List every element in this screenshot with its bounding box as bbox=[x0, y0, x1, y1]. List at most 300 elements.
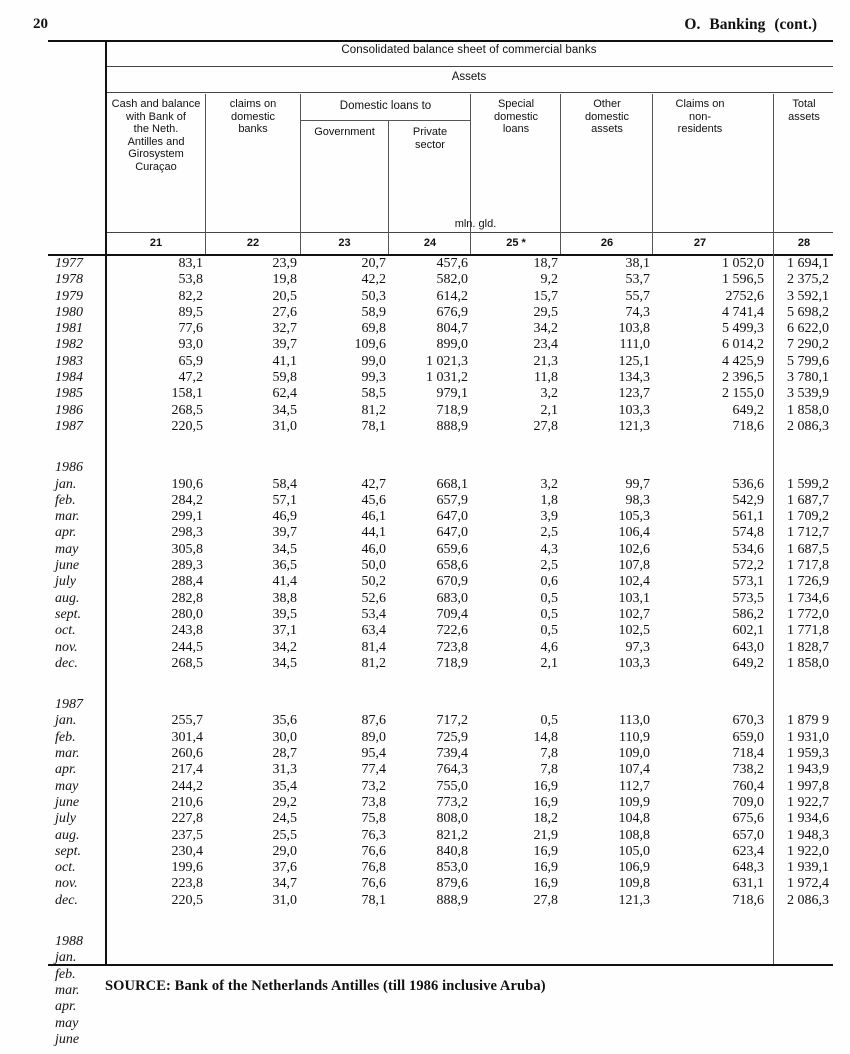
table-cell-col23: 42,7 bbox=[361, 476, 386, 492]
table-cell-col23: 78,1 bbox=[361, 892, 386, 908]
table-cell-col22: 37,6 bbox=[272, 860, 297, 876]
table-cell-col25: 0,5 bbox=[540, 606, 558, 622]
table-cell-col23: 45,6 bbox=[361, 492, 386, 508]
table-cell-col22: 28,7 bbox=[272, 746, 297, 762]
table-cell-col28: 3 780,1 bbox=[787, 370, 829, 386]
vertical-rule-col22-span bbox=[300, 94, 301, 254]
header-line: Private bbox=[412, 126, 448, 138]
header-line: Antilles and bbox=[127, 135, 185, 148]
row-group bbox=[48, 460, 833, 672]
table-cell-col24: 647,0 bbox=[436, 509, 468, 525]
table-row bbox=[48, 354, 833, 370]
table-cell-col22: 31,3 bbox=[272, 762, 297, 778]
table-cell-col26: 104,8 bbox=[618, 811, 650, 827]
row-period-label: oct. bbox=[55, 623, 76, 639]
table-cell-col23: 76,3 bbox=[361, 827, 386, 843]
table-cell-col27: 574,8 bbox=[732, 525, 764, 541]
table-cell-col27: 709,0 bbox=[732, 794, 764, 810]
table-row bbox=[48, 386, 833, 402]
table-cell-col22: 34,7 bbox=[272, 876, 297, 892]
group-year-label-row bbox=[48, 460, 833, 476]
table-cell-col25: 11,8 bbox=[534, 370, 558, 386]
table-cell-col26: 111,0 bbox=[619, 337, 650, 353]
column-number-26: 26 bbox=[600, 237, 614, 249]
table-cell-col24: 773,2 bbox=[436, 794, 468, 810]
table-row bbox=[48, 640, 833, 656]
table-cell-col28: 1 922,7 bbox=[787, 794, 829, 810]
table-cell-col22: 62,4 bbox=[272, 386, 297, 402]
table-cell-col24: 888,9 bbox=[436, 418, 468, 434]
table-cell-col22: 19,8 bbox=[272, 272, 297, 288]
table-cell-col27: 4 425,9 bbox=[722, 353, 764, 369]
table-cell-col21: 244,5 bbox=[171, 639, 203, 655]
table-cell-col28: 1 922,0 bbox=[787, 843, 829, 859]
row-period-label: 1982 bbox=[55, 337, 83, 353]
column-header-28 bbox=[775, 98, 833, 123]
row-period-label: 1977 bbox=[55, 256, 83, 271]
row-period-label: jan. bbox=[55, 950, 77, 966]
table-cell-col25: 0,6 bbox=[540, 574, 558, 590]
table-cell-col21: 220,5 bbox=[171, 418, 203, 434]
running-head bbox=[33, 16, 817, 38]
table-cell-col23: 46,1 bbox=[361, 509, 386, 525]
table-cell-col24: 899,0 bbox=[436, 337, 468, 353]
table-cell-col23: 75,8 bbox=[361, 811, 386, 827]
table-row bbox=[48, 746, 833, 762]
header-line: the Neth. bbox=[133, 123, 179, 136]
column-header-27 bbox=[654, 98, 746, 136]
header-line: loans bbox=[502, 123, 530, 136]
table-row bbox=[48, 828, 833, 844]
table-cell-col22: 34,5 bbox=[272, 655, 297, 671]
table-cell-col26: 121,3 bbox=[618, 418, 650, 434]
group-year-label-row bbox=[48, 934, 833, 950]
table-cell-col23: 77,4 bbox=[361, 762, 386, 778]
table-row bbox=[48, 289, 833, 305]
table-cell-col26: 98,3 bbox=[625, 492, 650, 508]
table-cell-col24: 739,4 bbox=[436, 746, 468, 762]
table-cell-col22: 34,2 bbox=[272, 639, 297, 655]
header-line: Claims on bbox=[675, 98, 725, 110]
table-cell-col27: 602,1 bbox=[732, 623, 764, 639]
table-row bbox=[48, 1032, 833, 1048]
table-cell-col28: 1 997,8 bbox=[787, 778, 829, 794]
table-cell-col24: 668,1 bbox=[436, 476, 468, 492]
table-cell-col24: 657,9 bbox=[436, 492, 468, 508]
table-banner: Consolidated balance sheet of commercial banks bbox=[341, 44, 597, 56]
table-cell-col24: 879,6 bbox=[436, 876, 468, 892]
table-cell-col26: 123,7 bbox=[618, 386, 650, 402]
table-cell-col28: 2 086,3 bbox=[787, 892, 829, 908]
table-cell-col23: 109,6 bbox=[354, 337, 386, 353]
table-row bbox=[48, 860, 833, 876]
row-period-label: 1986 bbox=[55, 402, 83, 418]
rule-above-column-numbers bbox=[105, 232, 833, 233]
table-cell-col25: 21,3 bbox=[533, 353, 558, 369]
table-row bbox=[48, 876, 833, 892]
table-cell-col28: 1 687,5 bbox=[787, 541, 829, 557]
unit-label: mln. gld. bbox=[454, 218, 497, 230]
table-cell-col22: 25,5 bbox=[272, 827, 297, 843]
row-period-label: 1980 bbox=[55, 304, 83, 320]
table-cell-col21: 260,6 bbox=[171, 746, 203, 762]
table-cell-col25: 14,8 bbox=[533, 729, 558, 745]
column-number-21: 21 bbox=[149, 237, 163, 249]
table-cell-col24: 1 031,2 bbox=[426, 370, 468, 386]
row-period-label: nov. bbox=[55, 639, 78, 655]
table-cell-col22: 27,6 bbox=[272, 304, 297, 320]
table-cell-col26: 112,7 bbox=[619, 778, 650, 794]
table-row bbox=[48, 493, 833, 509]
column-number-23: 23 bbox=[338, 237, 351, 249]
table-cell-col22: 30,0 bbox=[272, 729, 297, 745]
table-cell-col21: 288,4 bbox=[171, 574, 203, 590]
header-line: with Bank of bbox=[126, 110, 186, 123]
row-period-label: sept. bbox=[55, 606, 82, 622]
table-cell-col21: 244,2 bbox=[171, 778, 203, 794]
table-cell-col26: 113,0 bbox=[619, 713, 650, 729]
group-year-label: 1988 bbox=[55, 934, 83, 950]
table-cell-col27: 738,2 bbox=[732, 762, 764, 778]
table-cell-col27: 1 596,5 bbox=[722, 272, 764, 288]
vertical-rule-span-col25 bbox=[470, 94, 471, 254]
table-cell-col25: 2,1 bbox=[540, 655, 558, 671]
table-cell-col27: 1 052,0 bbox=[722, 256, 764, 271]
table-cell-col24: 821,2 bbox=[436, 827, 468, 843]
table-cell-col25: 27,8 bbox=[533, 892, 558, 908]
table-cell-col25: 16,9 bbox=[533, 843, 558, 859]
table-cell-col23: 20,7 bbox=[361, 256, 386, 271]
table-cell-col27: 649,2 bbox=[732, 402, 764, 418]
header-line: domestic bbox=[584, 110, 630, 123]
continuation-marker: (cont.) bbox=[774, 16, 817, 33]
table-cell-col28: 3 592,1 bbox=[787, 288, 829, 304]
table-cell-col28: 6 622,0 bbox=[787, 321, 829, 337]
table-cell-col28: 7 290,2 bbox=[787, 337, 829, 353]
table-row bbox=[48, 893, 833, 909]
table-cell-col27: 4 741,4 bbox=[722, 304, 764, 320]
table-cell-col26: 105,3 bbox=[618, 509, 650, 525]
column-number-27: 27 bbox=[693, 237, 707, 249]
table-cell-col28: 5 799,6 bbox=[787, 353, 829, 369]
row-period-label: june bbox=[55, 794, 80, 810]
table-cell-col24: 658,6 bbox=[436, 558, 468, 574]
row-period-label: mar. bbox=[55, 509, 80, 525]
assets-band-label: Assets bbox=[451, 71, 487, 83]
table-cell-col26: 106,9 bbox=[618, 860, 650, 876]
table-cell-col21: 230,4 bbox=[171, 843, 203, 859]
column-number-25: 25 * bbox=[506, 237, 526, 249]
header-line: domestic bbox=[493, 110, 539, 123]
table-cell-col22: 37,1 bbox=[272, 623, 297, 639]
table-cell-col25: 4,3 bbox=[540, 541, 558, 557]
table-cell-col21: 47,2 bbox=[178, 370, 203, 386]
table-cell-col23: 95,4 bbox=[361, 746, 386, 762]
row-period-label: 1984 bbox=[55, 370, 83, 386]
table-cell-col25: 18,7 bbox=[533, 256, 558, 271]
table-cell-col21: 223,8 bbox=[171, 876, 203, 892]
row-period-label: sept. bbox=[55, 843, 82, 859]
table-row bbox=[48, 795, 833, 811]
table-row bbox=[48, 403, 833, 419]
table-row bbox=[48, 337, 833, 353]
table-cell-col25: 2,5 bbox=[540, 525, 558, 541]
page-number: 20 bbox=[33, 16, 48, 32]
row-period-label: 1985 bbox=[55, 386, 83, 402]
table-cell-col24: 804,7 bbox=[436, 321, 468, 337]
table-cell-col23: 78,1 bbox=[361, 418, 386, 434]
table-cell-col28: 1 959,3 bbox=[787, 746, 829, 762]
table-cell-col25: 34,2 bbox=[533, 321, 558, 337]
table-row bbox=[48, 713, 833, 729]
table-cell-col28: 1 934,6 bbox=[787, 811, 829, 827]
column-header-24 bbox=[390, 126, 470, 151]
table-row bbox=[48, 1016, 833, 1032]
table-cell-col23: 76,6 bbox=[361, 876, 386, 892]
table-cell-col25: 23,4 bbox=[533, 337, 558, 353]
table-cell-col27: 648,3 bbox=[732, 860, 764, 876]
table-cell-col25: 0,5 bbox=[540, 623, 558, 639]
table-cell-col27: 572,2 bbox=[732, 558, 764, 574]
table-cell-col24: 659,6 bbox=[436, 541, 468, 557]
table-cell-col27: 718,4 bbox=[732, 746, 764, 762]
table-cell-col28: 3 539,9 bbox=[787, 386, 829, 402]
table-cell-col28: 1 717,8 bbox=[787, 558, 829, 574]
table-cell-col26: 110,9 bbox=[619, 729, 650, 745]
table-cell-col22: 31,0 bbox=[272, 892, 297, 908]
table-cell-col26: 97,3 bbox=[625, 639, 650, 655]
table-cell-col24: 614,2 bbox=[436, 288, 468, 304]
header-line: Other bbox=[593, 98, 621, 110]
table-cell-col24: 764,3 bbox=[436, 762, 468, 778]
table-cell-col23: 50,3 bbox=[361, 288, 386, 304]
table-cell-col22: 29,0 bbox=[272, 843, 297, 859]
table-cell-col28: 1 858,0 bbox=[787, 655, 829, 671]
table-cell-col22: 20,5 bbox=[272, 288, 297, 304]
table-cell-col26: 121,3 bbox=[618, 892, 650, 908]
vertical-rule-col21-col22 bbox=[205, 94, 206, 254]
table-cell-col26: 74,3 bbox=[625, 304, 650, 320]
table-cell-col27: 631,1 bbox=[732, 876, 764, 892]
table-cell-col24: 808,0 bbox=[436, 811, 468, 827]
row-period-label: 1978 bbox=[55, 272, 83, 288]
table-cell-col22: 39,7 bbox=[272, 525, 297, 541]
vertical-rule-col25-col26 bbox=[560, 94, 561, 254]
table-cell-col21: 199,6 bbox=[171, 860, 203, 876]
table-cell-col26: 38,1 bbox=[625, 256, 650, 271]
table-cell-col27: 2 396,5 bbox=[722, 370, 764, 386]
table-cell-col21: 243,8 bbox=[171, 623, 203, 639]
table-row bbox=[48, 623, 833, 639]
row-period-label: 1979 bbox=[55, 288, 83, 304]
table-cell-col21: 53,8 bbox=[178, 272, 203, 288]
table-cell-col27: 718,6 bbox=[732, 892, 764, 908]
source-note: SOURCE: Bank of the Netherlands Antilles (till 1986 inclusive Aruba) bbox=[105, 978, 546, 994]
table-cell-col28: 1 694,1 bbox=[787, 256, 829, 271]
table-cell-col23: 81,2 bbox=[361, 402, 386, 418]
table-cell-col25: 0,5 bbox=[540, 713, 558, 729]
table-cell-col24: 755,0 bbox=[436, 778, 468, 794]
table-cell-col23: 81,4 bbox=[361, 639, 386, 655]
table-row bbox=[48, 811, 833, 827]
table-cell-col28: 1 828,7 bbox=[787, 639, 829, 655]
table-cell-col25: 29,5 bbox=[533, 304, 558, 320]
table-row bbox=[48, 844, 833, 860]
row-period-label: jan. bbox=[55, 713, 77, 729]
table-row bbox=[48, 656, 833, 672]
table-row bbox=[48, 542, 833, 558]
table-row bbox=[48, 950, 833, 966]
column-header-23 bbox=[301, 126, 388, 139]
table-cell-col28: 2 375,2 bbox=[787, 272, 829, 288]
table-cell-col21: 305,8 bbox=[171, 541, 203, 557]
header-line: Cash and balance bbox=[111, 98, 201, 110]
table-cell-col27: 573,1 bbox=[732, 574, 764, 590]
table-cell-col27: 2 155,0 bbox=[722, 386, 764, 402]
group-year-label-row bbox=[48, 697, 833, 713]
table-cell-col21: 65,9 bbox=[178, 353, 203, 369]
row-period-label: dec. bbox=[55, 892, 78, 908]
row-period-label: apr. bbox=[55, 762, 77, 778]
header-line: Special bbox=[497, 98, 535, 110]
table-cell-col22: 31,0 bbox=[272, 418, 297, 434]
header-line: banks bbox=[238, 123, 268, 136]
row-period-label: dec. bbox=[55, 655, 78, 671]
table-cell-col22: 41,4 bbox=[272, 574, 297, 590]
section-heading bbox=[684, 16, 817, 34]
table-cell-col26: 102,5 bbox=[618, 623, 650, 639]
table-cell-col21: 82,2 bbox=[178, 288, 203, 304]
table-cell-col25: 3,2 bbox=[540, 476, 558, 492]
table-row bbox=[48, 305, 833, 321]
table-cell-col26: 99,7 bbox=[625, 476, 650, 492]
table-cell-col24: 683,0 bbox=[436, 590, 468, 606]
table-cell-col25: 2,5 bbox=[540, 558, 558, 574]
table-cell-col26: 102,6 bbox=[618, 541, 650, 557]
row-period-label: 1981 bbox=[55, 321, 83, 337]
table-cell-col23: 81,2 bbox=[361, 655, 386, 671]
header-line: assets bbox=[788, 110, 820, 123]
table-cell-col22: 58,4 bbox=[272, 476, 297, 492]
table-cell-col21: 268,5 bbox=[171, 655, 203, 671]
table-cell-col22: 32,7 bbox=[272, 321, 297, 337]
table-cell-col28: 1 931,0 bbox=[787, 729, 829, 745]
row-period-label: mar. bbox=[55, 746, 80, 762]
table-cell-col27: 6 014,2 bbox=[722, 337, 764, 353]
table-row bbox=[48, 477, 833, 493]
table-cell-col21: 289,3 bbox=[171, 558, 203, 574]
table-cell-col21: 227,8 bbox=[171, 811, 203, 827]
table-row bbox=[48, 256, 833, 272]
table-cell-col23: 73,8 bbox=[361, 794, 386, 810]
group-year-label: 1986 bbox=[55, 460, 83, 476]
table-row bbox=[48, 574, 833, 590]
table-cell-col23: 53,4 bbox=[361, 606, 386, 622]
table-row bbox=[48, 272, 833, 288]
table-cell-col23: 89,0 bbox=[361, 729, 386, 745]
column-header-22 bbox=[207, 98, 299, 136]
row-period-label: june bbox=[55, 558, 80, 574]
row-period-label: aug. bbox=[55, 590, 80, 606]
table-cell-col23: 76,8 bbox=[361, 860, 386, 876]
table-cell-col25: 27,8 bbox=[533, 418, 558, 434]
table-cell-col27: 542,9 bbox=[732, 492, 764, 508]
table-cell-col27: 561,1 bbox=[732, 509, 764, 525]
table-cell-col27: 536,6 bbox=[732, 476, 764, 492]
row-period-label: feb. bbox=[55, 729, 76, 745]
table-cell-col28: 1 709,2 bbox=[787, 509, 829, 525]
row-period-label: june bbox=[55, 1031, 80, 1047]
row-period-label: aug. bbox=[55, 827, 80, 843]
table-cell-col28: 1 879 9 bbox=[787, 713, 829, 729]
table-cell-col25: 16,9 bbox=[533, 778, 558, 794]
table-cell-col24: 709,4 bbox=[436, 606, 468, 622]
table-cell-col26: 109,8 bbox=[618, 876, 650, 892]
table-cell-col24: 647,0 bbox=[436, 525, 468, 541]
table-cell-col28: 1 858,0 bbox=[787, 402, 829, 418]
table-cell-col22: 59,8 bbox=[272, 370, 297, 386]
table-cell-col27: 670,3 bbox=[732, 713, 764, 729]
table-row bbox=[48, 321, 833, 337]
table-cell-col24: 979,1 bbox=[436, 386, 468, 402]
table-cell-col24: 718,9 bbox=[436, 655, 468, 671]
table-row bbox=[48, 607, 833, 623]
table-cell-col24: 725,9 bbox=[436, 729, 468, 745]
table-cell-col22: 38,8 bbox=[272, 590, 297, 606]
table-cell-col26: 103,3 bbox=[618, 402, 650, 418]
column-header-25 bbox=[472, 98, 560, 136]
table-cell-col21: 284,2 bbox=[171, 492, 203, 508]
column-header-26 bbox=[562, 98, 652, 136]
row-period-label: may bbox=[55, 778, 79, 794]
column-number-22: 22 bbox=[246, 237, 260, 249]
table-cell-col24: 888,9 bbox=[436, 892, 468, 908]
table-cell-col22: 29,2 bbox=[272, 794, 297, 810]
table-cell-col27: 573,5 bbox=[732, 590, 764, 606]
rule-under-assets-band bbox=[105, 92, 833, 93]
table-cell-col23: 52,6 bbox=[361, 590, 386, 606]
table-cell-col25: 7,8 bbox=[540, 746, 558, 762]
section-title: Banking bbox=[709, 16, 766, 33]
table-cell-col28: 1 943,9 bbox=[787, 762, 829, 778]
table-cell-col22: 36,5 bbox=[272, 558, 297, 574]
table-cell-col28: 1 726,9 bbox=[787, 574, 829, 590]
table-cell-col24: 582,0 bbox=[436, 272, 468, 288]
row-period-label: jan. bbox=[55, 476, 77, 492]
table-cell-col25: 16,9 bbox=[533, 794, 558, 810]
table-cell-col23: 76,6 bbox=[361, 843, 386, 859]
row-period-label: 1983 bbox=[55, 353, 83, 369]
table-row bbox=[48, 558, 833, 574]
table-cell-col26: 103,1 bbox=[618, 590, 650, 606]
table-cell-col21: 210,6 bbox=[171, 794, 203, 810]
table-cell-col25: 0,5 bbox=[540, 590, 558, 606]
rule-top bbox=[48, 40, 833, 42]
table-cell-col26: 125,1 bbox=[618, 353, 650, 369]
table-cell-col21: 299,1 bbox=[171, 509, 203, 525]
row-group bbox=[48, 256, 833, 435]
table-cell-col28: 1 948,3 bbox=[787, 827, 829, 843]
table-cell-col22: 23,9 bbox=[272, 256, 297, 271]
table-cell-col21: 282,8 bbox=[171, 590, 203, 606]
row-period-label: feb. bbox=[55, 492, 76, 508]
table-cell-col21: 298,3 bbox=[171, 525, 203, 541]
table-cell-col21: 280,0 bbox=[171, 606, 203, 622]
header-line: domestic bbox=[230, 110, 276, 123]
table-cell-col24: 840,8 bbox=[436, 843, 468, 859]
table-cell-col24: 853,0 bbox=[436, 860, 468, 876]
table-cell-col28: 1 712,7 bbox=[787, 525, 829, 541]
